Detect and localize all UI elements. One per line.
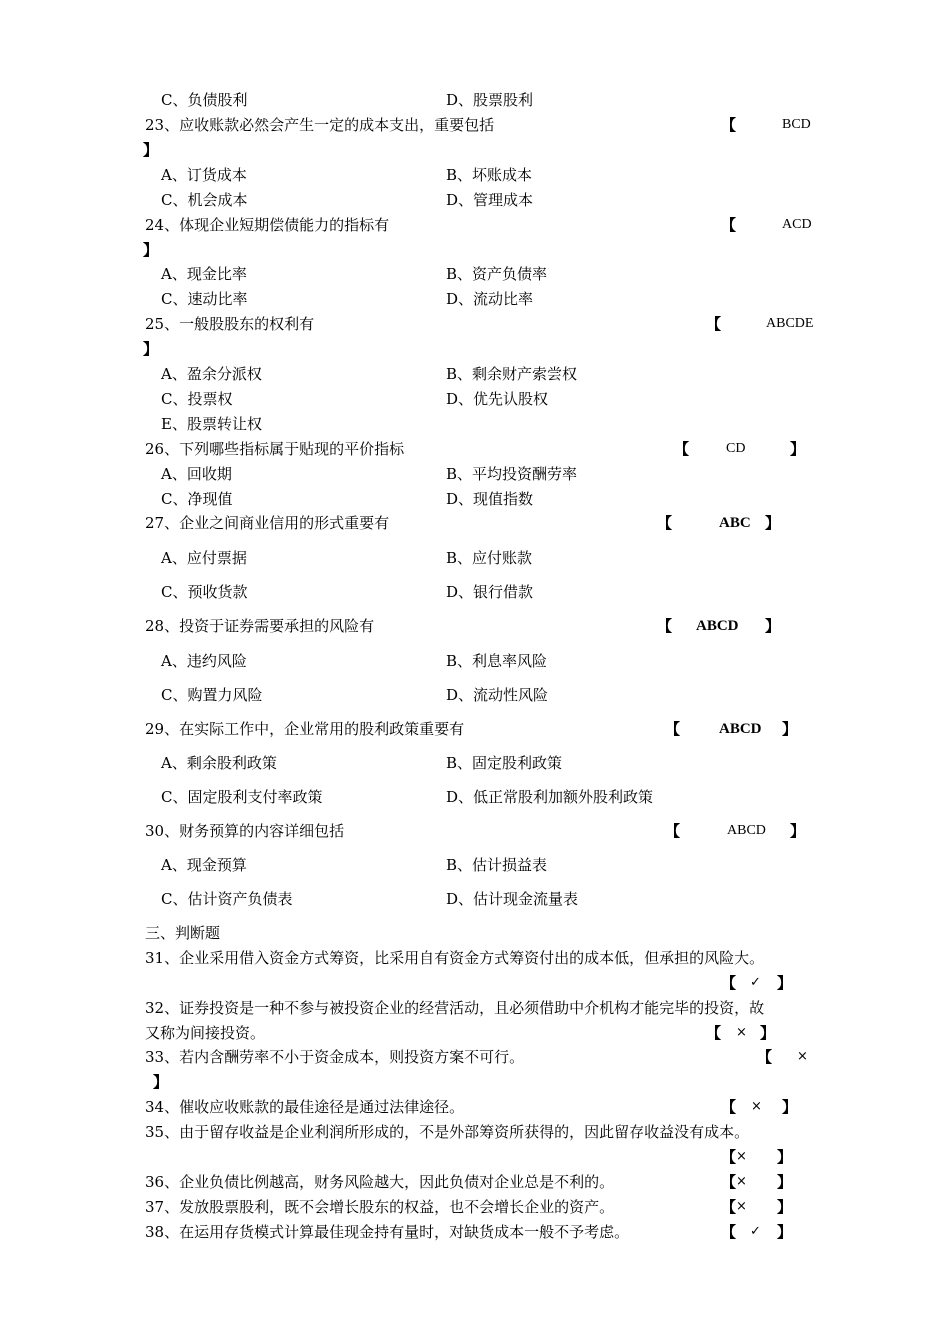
q29-stem: 29、在实际工作中，企业常用的股利政策重要有: [145, 720, 465, 738]
q26-option-a: A、回收期: [161, 465, 232, 483]
q24-bracket-open: 【: [721, 216, 737, 234]
q37-bracket-open: 【: [721, 1198, 737, 1216]
q24-bracket-close: 】: [143, 241, 159, 259]
q27-stem: 27、企业之间商业信用的形式重要有: [145, 514, 390, 532]
q23-option-a: A、订货成本: [161, 166, 247, 184]
q25-option-a: A、盈余分派权: [161, 365, 262, 383]
q26-bracket-close: 】: [790, 440, 806, 458]
q30-bracket-close: 】: [790, 822, 806, 840]
q29-bracket-open: 【: [665, 720, 681, 738]
q35-bracket-open: 【: [721, 1148, 737, 1166]
q25-answer: ABCDE: [766, 316, 814, 331]
q26-option-b: B、平均投资酬劳率: [446, 465, 578, 483]
q24-option-b: B、资产负债率: [446, 265, 548, 283]
q37-bracket-close: 】: [777, 1198, 793, 1216]
q32-stem-line1: 32、证券投资是一种不参与被投资企业的经营活动，且必须借助中介机构才能完毕的投资，故: [145, 999, 765, 1017]
q31-stem: 31、企业采用借入资金方式筹资，比采用自有资金方式筹资付出的成本低，但承担的风险大。: [145, 949, 765, 967]
q24-stem: 24、体现企业短期偿债能力的指标有: [145, 216, 390, 234]
q36-bracket-close: 】: [777, 1173, 793, 1191]
q30-option-a: A、现金预算: [161, 856, 247, 874]
q38-stem: 38、在运用存货模式计算最佳现金持有量时，对缺货成本一般不予考虑。: [145, 1223, 630, 1241]
q37-stem: 37、发放股票股利，既不会增长股东的权益，也不会增长企业的资产。: [145, 1198, 615, 1216]
q27-bracket-close: 】: [765, 514, 781, 532]
q32-mark: ×: [736, 1025, 747, 1040]
q37-mark: ×: [736, 1199, 747, 1214]
q31-bracket-close: 】: [777, 974, 793, 992]
q29-option-a: A、剩余股利政策: [161, 754, 277, 772]
q27-option-c: C、预收货款: [161, 583, 248, 601]
q31-mark: ✓: [750, 975, 761, 990]
q25-bracket-open: 【: [706, 315, 722, 333]
q27-option-d: D、银行借款: [446, 583, 534, 601]
q25-option-b: B、剩余财产索尝权: [446, 365, 578, 383]
q38-bracket-open: 【: [721, 1223, 737, 1241]
q26-answer: CD: [726, 441, 746, 456]
q33-mark: ×: [797, 1049, 808, 1064]
q33-stem: 33、若内含酬劳率不小于资金成本，则投资方案不可行。: [145, 1048, 525, 1066]
q23-option-b: B、坏账成本: [446, 166, 533, 184]
q36-mark: ×: [736, 1174, 747, 1189]
q29-option-b: B、固定股利政策: [446, 754, 563, 772]
q34-stem: 34、催收应收账款的最佳途径是通过法律途径。: [145, 1098, 465, 1116]
q28-stem: 28、投资于证券需要承担的风险有: [145, 617, 375, 635]
q35-stem: 35、由于留存收益是企业利润所形成的，不是外部筹资所获得的，因此留存收益没有成本。: [145, 1123, 750, 1141]
q32-bracket-close: 】: [760, 1024, 776, 1042]
q30-option-d: D、估计现金流量表: [446, 890, 579, 908]
q23-bracket-open: 【: [721, 116, 737, 134]
q22-option-d: D、股票股利: [446, 91, 534, 109]
q24-answer: ACD: [782, 217, 812, 232]
q26-stem: 26、下列哪些指标属于贴现的平价指标: [145, 440, 405, 458]
q27-option-b: B、应付账款: [446, 549, 533, 567]
q25-bracket-close: 】: [143, 340, 159, 358]
q28-option-a: A、违约风险: [161, 652, 247, 670]
q28-bracket-close: 】: [765, 617, 781, 635]
q38-bracket-close: 】: [777, 1223, 793, 1241]
q27-answer: ABC: [719, 515, 751, 531]
q24-option-d: D、流动比率: [446, 290, 534, 308]
q25-option-d: D、优先认股权: [446, 390, 549, 408]
q31-bracket-open: 【: [721, 974, 737, 992]
q26-bracket-open: 【: [674, 440, 690, 458]
q30-stem: 30、财务预算的内容详细包括: [145, 822, 345, 840]
q27-option-a: A、应付票据: [161, 549, 247, 567]
q23-stem: 23、应收账款必然会产生一定的成本支出，重要包括: [145, 116, 495, 134]
q23-bracket-close: 】: [143, 141, 159, 159]
q28-option-b: B、利息率风险: [446, 652, 548, 670]
q24-option-c: C、速动比率: [161, 290, 248, 308]
q30-bracket-open: 【: [665, 822, 681, 840]
q24-option-a: A、现金比率: [161, 265, 247, 283]
q25-option-c: C、投票权: [161, 390, 233, 408]
section-title-judgement: 三、判断题: [145, 924, 221, 942]
q32-stem-line2: 又称为间接投资。: [145, 1024, 266, 1042]
q29-option-d: D、低正常股利加额外股利政策: [446, 788, 654, 806]
q26-option-d: D、现值指数: [446, 490, 534, 508]
q36-bracket-open: 【: [721, 1173, 737, 1191]
q34-bracket-close: 】: [782, 1098, 798, 1116]
q38-mark: ✓: [750, 1224, 761, 1239]
q22-option-c: C、负债股利: [161, 91, 248, 109]
q35-bracket-close: 】: [777, 1148, 793, 1166]
q23-answer: BCD: [782, 117, 811, 132]
q28-option-d: D、流动性风险: [446, 686, 549, 704]
q30-answer: ABCD: [727, 823, 766, 838]
q33-bracket-close: 】: [153, 1073, 169, 1091]
q36-stem: 36、企业负债比例越高，财务风险越大，因此负债对企业总是不利的。: [145, 1173, 615, 1191]
q34-mark: ×: [751, 1099, 762, 1114]
q35-mark: ×: [736, 1149, 747, 1164]
q23-option-c: C、机会成本: [161, 191, 248, 209]
q30-option-c: C、估计资产负债表: [161, 890, 293, 908]
q26-option-c: C、净现值: [161, 490, 233, 508]
q33-bracket-open: 【: [757, 1048, 773, 1066]
q32-bracket-open: 【: [706, 1024, 722, 1042]
q30-option-b: B、估计损益表: [446, 856, 548, 874]
q23-option-d: D、管理成本: [446, 191, 534, 209]
q27-bracket-open: 【: [657, 514, 673, 532]
q25-stem: 25、一般股股东的权利有: [145, 315, 315, 333]
q28-answer: ABCD: [696, 618, 739, 634]
q25-option-e: E、股票转让权: [161, 415, 262, 433]
q28-bracket-open: 【: [657, 617, 673, 635]
q29-option-c: C、固定股利支付率政策: [161, 788, 323, 806]
q28-option-c: C、购置力风险: [161, 686, 263, 704]
q29-bracket-close: 】: [782, 720, 798, 738]
q34-bracket-open: 【: [721, 1098, 737, 1116]
q29-answer: ABCD: [719, 721, 762, 737]
